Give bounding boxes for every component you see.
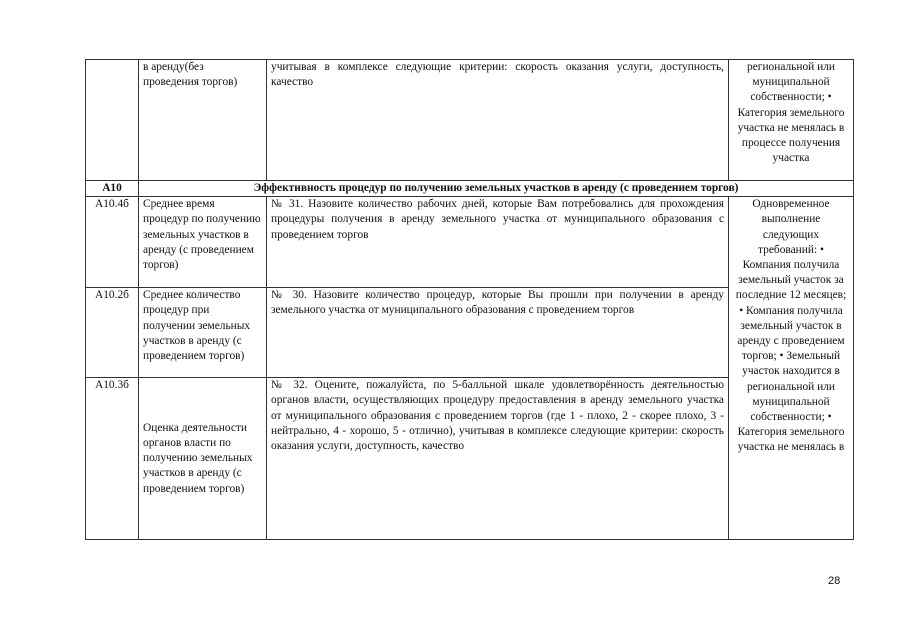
indicator-name: Оценка деятельности органов власти по получению земельных участков в аренду (с проведением торгов) <box>139 378 267 540</box>
code-cell <box>86 60 139 181</box>
indicator-name: Среднее количество процедур при получении земельных участков в аренду (с проведением торгов) <box>139 288 267 378</box>
question-text: № 30. Назовите количество процедур, которые Вы прошли при получении в аренду земельного участка от муниципального образования с проведением торгов <box>267 288 729 378</box>
indicator-code: А10.2б <box>86 288 139 378</box>
section-code: А10 <box>86 181 139 197</box>
question-text: учитывая в комплексе следующие критерии: скорость оказания услуги, доступность, качество <box>267 60 729 181</box>
criteria-text: Одновременное выполнение следующих требований: • Компания получила земельный участок за последние 12 месяцев; • Компания получила земельный участок в аренду с проведением торгов; • Земельный участок находится в региональной или муниципальной собственности; • Категория земельного участка не менялась в <box>729 197 854 540</box>
indicator-name: Среднее время процедур по получению земельных участков в аренду (с проведением торгов) <box>139 197 267 288</box>
indicators-table <box>85 59 854 540</box>
page-number: 28 <box>828 575 841 587</box>
indicator-name: в аренду(без проведения торгов) <box>139 60 267 181</box>
table-row <box>86 197 854 288</box>
table-row <box>86 60 854 181</box>
question-text: № 31. Назовите количество рабочих дней, которые Вам потребовались для прохождения процедуры получения в аренду земельного участка от муниципального образования с проведением торгов <box>267 197 729 288</box>
section-title: Эффективность процедур по получению земельных участков в аренду (с проведением торгов) <box>139 181 854 197</box>
section-header-row <box>86 181 854 197</box>
indicator-code: А10.4б <box>86 197 139 288</box>
criteria-text: региональной или муниципальной собственности; • Категория земельного участка не менялась в процессе получения участка <box>729 60 854 181</box>
question-text: № 32. Оцените, пожалуйста, по 5-балльной шкале удовлетворённость деятельностью органов власти, осуществляющих процедуру предоставления в аренду земельного участка от муниципального образования с проведением торгов (где 1 - плохо, 2 - скорее плохо, 3 - нейтрально, 4 - хорошо, 5 - отлично), учитывая в комплексе следующие критерии: скорость оказания услуги, доступность, качество <box>267 378 729 540</box>
indicator-code: А10.3б <box>86 378 139 540</box>
